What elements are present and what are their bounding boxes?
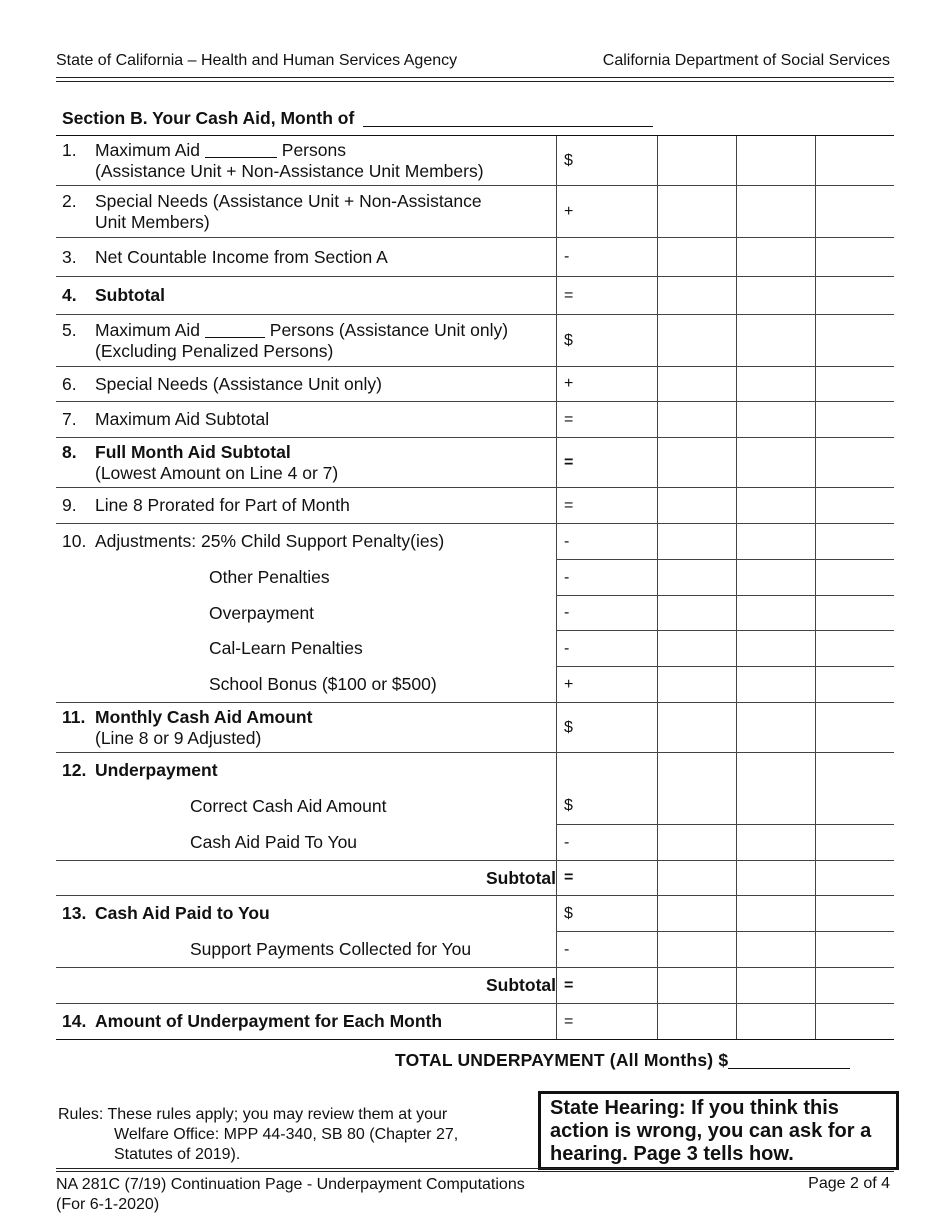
amount-cell[interactable] — [658, 932, 737, 968]
amount-cell[interactable] — [816, 968, 895, 1004]
amount-cell[interactable] — [658, 703, 737, 753]
amount-cell[interactable] — [737, 1004, 816, 1040]
amount-cell[interactable] — [816, 932, 895, 968]
amount-cell[interactable] — [816, 560, 895, 596]
amount-cell[interactable] — [658, 524, 737, 560]
table-row: Subtotal = — [56, 861, 894, 896]
section-title: Section B. Your Cash Aid, Month of — [62, 108, 653, 129]
amount-cell[interactable] — [658, 667, 737, 703]
footer-divider — [56, 1168, 894, 1172]
amount-cell[interactable] — [816, 703, 895, 753]
amount-cell[interactable] — [816, 524, 895, 560]
amount-cell[interactable] — [737, 703, 816, 753]
table-row: Cal-Learn Penalties - — [56, 631, 894, 667]
amount-cell[interactable] — [816, 825, 895, 861]
persons-field[interactable] — [205, 321, 265, 338]
amount-cell[interactable] — [658, 631, 737, 667]
table-row: 12. Underpayment — [56, 753, 894, 789]
amount-cell[interactable] — [816, 277, 895, 315]
amount-cell[interactable] — [737, 631, 816, 667]
total-underpayment: TOTAL UNDERPAYMENT (All Months) $ — [395, 1050, 850, 1071]
amount-cell[interactable] — [816, 753, 895, 789]
amount-cell[interactable] — [658, 861, 737, 896]
amount-cell[interactable] — [816, 367, 895, 402]
table-row: Correct Cash Aid Amount $ — [56, 789, 894, 825]
persons-field[interactable] — [205, 141, 277, 158]
amount-cell[interactable] — [816, 1004, 895, 1040]
amount-cell[interactable] — [737, 789, 816, 825]
table-row: 3. Net Countable Income from Section A - — [56, 238, 894, 277]
amount-cell[interactable] — [816, 596, 895, 631]
amount-cell[interactable] — [816, 789, 895, 825]
table-row: 6. Special Needs (Assistance Unit only) + — [56, 367, 894, 402]
table-row: 2. Special Needs (Assistance Unit + Non-Assistance Unit Members) + — [56, 186, 894, 238]
amount-cell[interactable] — [658, 488, 737, 524]
amount-cell[interactable] — [737, 524, 816, 560]
amount-cell[interactable] — [737, 968, 816, 1004]
amount-cell[interactable] — [737, 402, 816, 438]
amount-cell[interactable] — [658, 367, 737, 402]
amount-cell[interactable] — [737, 367, 816, 402]
amount-cell[interactable] — [658, 136, 737, 186]
amount-cell[interactable] — [658, 402, 737, 438]
amount-cell[interactable] — [816, 488, 895, 524]
amount-cell[interactable] — [737, 315, 816, 367]
amount-cell[interactable] — [737, 136, 816, 186]
table-row: 9. Line 8 Prorated for Part of Month = — [56, 488, 894, 524]
amount-cell[interactable] — [737, 277, 816, 315]
table-row: Support Payments Collected for You - — [56, 932, 894, 968]
rules-note: Rules: These rules apply; you may review them at your Welfare Office: MPP 44-340, SB 80 (Chapter 27, Statutes of 2019). — [58, 1106, 459, 1163]
amount-cell[interactable] — [816, 186, 895, 238]
table-row: 5. Maximum Aid Persons (Assistance Unit only) (Excluding Penalized Persons) $ — [56, 315, 894, 367]
total-underpayment-field[interactable] — [728, 1050, 850, 1069]
amount-cell[interactable] — [658, 438, 737, 488]
amount-cell[interactable] — [816, 402, 895, 438]
table-row: 10. Adjustments: 25% Child Support Penalty(ies) - — [56, 524, 894, 560]
table-row: School Bonus ($100 or $500) + — [56, 667, 894, 703]
month-field[interactable] — [363, 108, 653, 127]
amount-cell[interactable] — [737, 488, 816, 524]
amount-cell[interactable] — [737, 438, 816, 488]
form-id: NA 281C (7/19) Continuation Page - Underpayment Computations (For 6-1-2020) — [56, 1176, 525, 1213]
amount-cell[interactable] — [737, 861, 816, 896]
table-row: Other Penalties - — [56, 560, 894, 596]
table-row: 4. Subtotal = — [56, 277, 894, 315]
amount-cell[interactable] — [737, 667, 816, 703]
page-number: Page 2 of 4 — [808, 1175, 890, 1192]
table-row: 14. Amount of Underpayment for Each Month = — [56, 1004, 894, 1040]
table-row: 13. Cash Aid Paid to You $ — [56, 896, 894, 932]
amount-cell[interactable] — [737, 932, 816, 968]
amount-cell[interactable] — [658, 186, 737, 238]
amount-cell[interactable] — [816, 136, 895, 186]
amount-cell[interactable] — [816, 238, 895, 277]
amount-cell[interactable] — [737, 596, 816, 631]
amount-cell[interactable] — [737, 560, 816, 596]
state-hearing-box: State Hearing: If you think this action is wrong, you can ask for a hearing. Page 3 tells how. — [538, 1091, 899, 1170]
amount-cell[interactable] — [658, 315, 737, 367]
amount-cell[interactable] — [658, 596, 737, 631]
amount-cell[interactable] — [658, 968, 737, 1004]
amount-cell[interactable] — [737, 825, 816, 861]
amount-cell[interactable] — [658, 1004, 737, 1040]
amount-cell[interactable] — [816, 667, 895, 703]
amount-cell[interactable] — [658, 825, 737, 861]
table-row: 1. Maximum Aid Persons (Assistance Unit + Non-Assistance Unit Members) $ — [56, 136, 894, 186]
page-header — [56, 52, 890, 72]
amount-cell[interactable] — [737, 896, 816, 932]
amount-cell[interactable] — [816, 861, 895, 896]
table-row: Subtotal = — [56, 968, 894, 1004]
table-row: 7. Maximum Aid Subtotal = — [56, 402, 894, 438]
amount-cell[interactable] — [658, 238, 737, 277]
table-row: Overpayment - — [56, 596, 894, 631]
amount-cell[interactable] — [737, 186, 816, 238]
table-row: 11. Monthly Cash Aid Amount (Line 8 or 9 Adjusted) $ — [56, 703, 894, 753]
amount-cell[interactable] — [816, 438, 895, 488]
amount-cell[interactable] — [816, 631, 895, 667]
amount-cell[interactable] — [658, 789, 737, 825]
cash-aid-table — [56, 135, 894, 1040]
amount-cell[interactable] — [816, 315, 895, 367]
amount-cell[interactable] — [816, 896, 895, 932]
amount-cell[interactable] — [737, 238, 816, 277]
amount-cell[interactable] — [658, 560, 737, 596]
agency-name: State of California – Health and Human Services Agency — [56, 52, 458, 69]
amount-cell[interactable] — [658, 277, 737, 315]
table-row: Cash Aid Paid To You - — [56, 825, 894, 861]
header-divider — [56, 77, 894, 82]
department-name: California Department of Social Services — [602, 52, 890, 69]
amount-cell[interactable] — [658, 896, 737, 932]
table-row: 8. Full Month Aid Subtotal (Lowest Amount on Line 4 or 7) = — [56, 438, 894, 488]
amount-cell[interactable] — [658, 753, 737, 789]
amount-cell[interactable] — [737, 753, 816, 789]
